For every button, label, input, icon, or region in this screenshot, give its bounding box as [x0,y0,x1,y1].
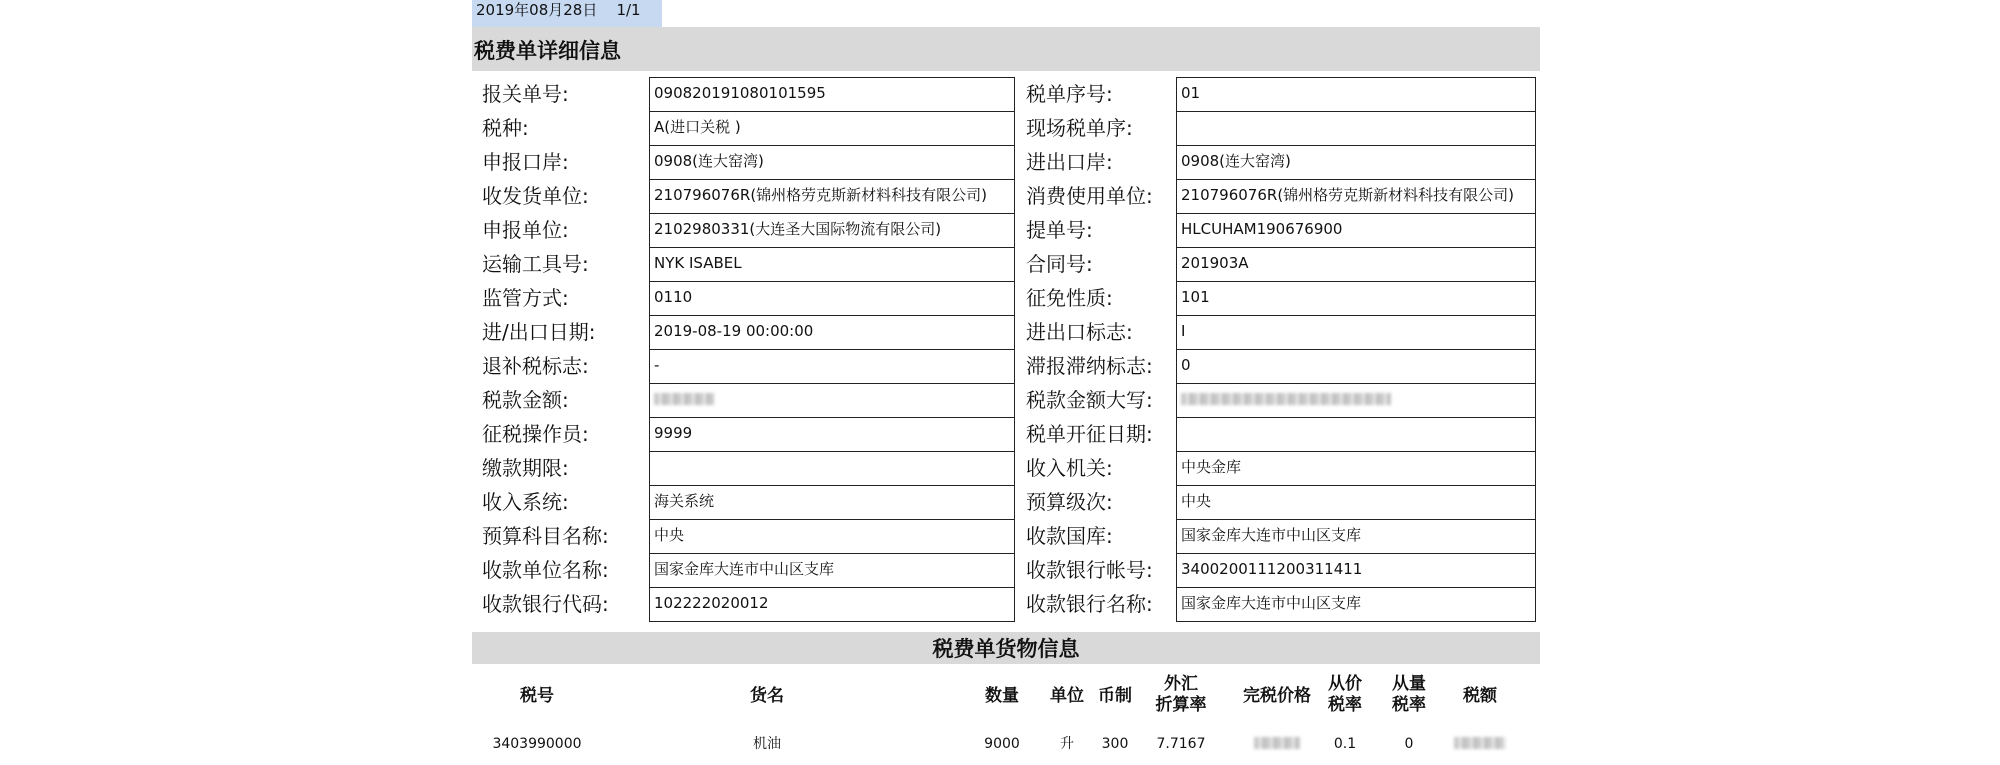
field-value: 01 [1176,77,1536,112]
field-label: 报关单号: [482,82,569,106]
field-value: HLCUHAM190676900 [1176,213,1536,248]
cell-qty: 9000 [984,736,1020,752]
field-value: 340020011120031141​1 [1176,553,1536,588]
field-value: 海关系统 [649,485,1015,520]
field-label: 收款银行代码: [482,592,609,616]
field-label: 缴款期限: [482,456,569,480]
header-fx-rate [1146,674,1216,716]
header-tax-amount: 税额 [1463,686,1497,706]
field-value [649,383,1015,418]
field-label: 收款银行帐号: [1026,558,1153,582]
field-value: 201903A [1176,247,1536,282]
field-value: 0908(连大窑湾) [1176,145,1536,180]
field-label: 预算科目名称: [482,524,609,548]
field-label: 征税操作员: [482,422,589,446]
date-strip [472,0,662,27]
header-ad-line1: 从价 [1328,674,1362,694]
detail-section-title: 税费单详细信息 [472,27,1540,71]
cell-tax-no: 3403990000 [492,736,582,752]
field-label: 税单序号: [1026,82,1113,106]
header-name: 货名 [750,686,784,706]
field-value: 国家金库大连市中山区支库 [1176,587,1536,622]
field-label: 进出口标志: [1026,320,1133,344]
field-value: 9999 [649,417,1015,452]
field-value: 0110 [649,281,1015,316]
cell-unit: 升 [1060,736,1074,752]
field-value: 090820191080101595 [649,77,1015,112]
field-label: 收发货单位: [482,184,589,208]
cell-specific: 0 [1404,736,1414,752]
detail-row [472,587,1540,621]
detail-row [472,111,1540,145]
field-label: 滞报滞纳标志: [1026,354,1153,378]
field-value: 中央 [1176,485,1536,520]
detail-row [472,247,1540,281]
field-value: 中央 [649,519,1015,554]
field-value [1176,417,1536,452]
field-label: 征免性质: [1026,286,1113,310]
detail-table [472,71,1540,621]
field-label: 税种: [482,116,529,140]
field-label: 收入机关: [1026,456,1113,480]
field-label: 进/出口日期: [482,320,596,344]
tax-bill-page [472,0,1540,752]
field-label: 监管方式: [482,286,569,310]
cell-price-redacted [1242,730,1312,758]
field-label: 收入系统: [482,490,569,514]
field-value: 101 [1176,281,1536,316]
header-ad-valorem [1320,674,1370,716]
cell-currency: 300 [1101,736,1129,752]
detail-row [472,179,1540,213]
field-value: 0 [1176,349,1536,384]
detail-row [472,553,1540,587]
field-label: 预算级次: [1026,490,1113,514]
detail-row [472,281,1540,315]
field-value: 2019-08-19 00:00:00 [649,315,1015,350]
header-qty: 数量 [985,686,1019,706]
page-number: 1/1 [616,1,641,19]
detail-row [472,519,1540,553]
detail-row [472,417,1540,451]
goods-table-header [472,672,1540,722]
field-label: 税款金额: [482,388,569,412]
field-value: NYK ISABEL [649,247,1015,282]
header-sp-line2: 税率 [1392,695,1426,715]
field-value: - [649,349,1015,384]
header-price: 完税价格 [1243,686,1311,706]
field-value [1176,383,1536,418]
field-value: 102222020012 [649,587,1015,622]
header-sp-line1: 从量 [1392,674,1426,694]
header-tax-no: 税号 [520,686,554,706]
field-label: 进出口岸: [1026,150,1113,174]
field-value: 210796076R(锦州格劳克斯新材料科技有限公司) [1176,179,1536,214]
field-label: 申报单位: [482,218,569,242]
detail-row [472,383,1540,417]
detail-row [472,349,1540,383]
goods-section-title: 税费单货物信息 [472,632,1540,664]
cell-name: 机油 [753,736,781,752]
field-label: 收款银行名称: [1026,592,1153,616]
field-label: 申报口岸: [482,150,569,174]
field-label: 收款国库: [1026,524,1113,548]
header-unit: 单位 [1050,686,1084,706]
field-value: I [1176,315,1536,350]
field-value [1176,111,1536,146]
field-label: 提单号: [1026,218,1093,242]
detail-row [472,451,1540,485]
cell-tax-redacted [1450,730,1510,758]
detail-row [472,213,1540,247]
header-currency: 币制 [1098,686,1132,706]
field-label: 运输工具号: [482,252,589,276]
print-date: 2019年08月28日 [476,1,598,19]
field-value: 国家金库大连市中山区支库 [649,553,1015,588]
field-value [649,451,1015,486]
field-label: 合同号: [1026,252,1093,276]
field-value: 0908(连大窑湾) [649,145,1015,180]
detail-row [472,145,1540,179]
field-value: A(进口关税 ) [649,111,1015,146]
detail-row [472,315,1540,349]
cell-ad-valorem: 0.1 [1333,736,1357,752]
field-label: 现场税单序: [1026,116,1133,140]
field-label: 税单开征日期: [1026,422,1153,446]
header-fx-line1: 外汇 [1164,674,1198,694]
detail-row [472,77,1540,111]
goods-row [472,730,1540,758]
field-label: 退补税标志: [482,354,589,378]
field-value: 210796076R(锦州格劳克斯新材料科技有限公司) [649,179,1015,214]
field-label: 收款单位名称: [482,558,609,582]
header-specific [1384,674,1434,716]
detail-row [472,485,1540,519]
field-value: 中央金库 [1176,451,1536,486]
field-label: 消费使用单位: [1026,184,1153,208]
field-label: 税款金额大写: [1026,388,1153,412]
field-value: 国家金库大连市中山区支库 [1176,519,1536,554]
header-fx-line2: 折算率 [1155,695,1207,715]
field-value: 2102980331(大连圣大国际物流有限公司) [649,213,1015,248]
cell-fx-rate: 7.7167 [1156,736,1206,752]
header-ad-line2: 税率 [1328,695,1362,715]
